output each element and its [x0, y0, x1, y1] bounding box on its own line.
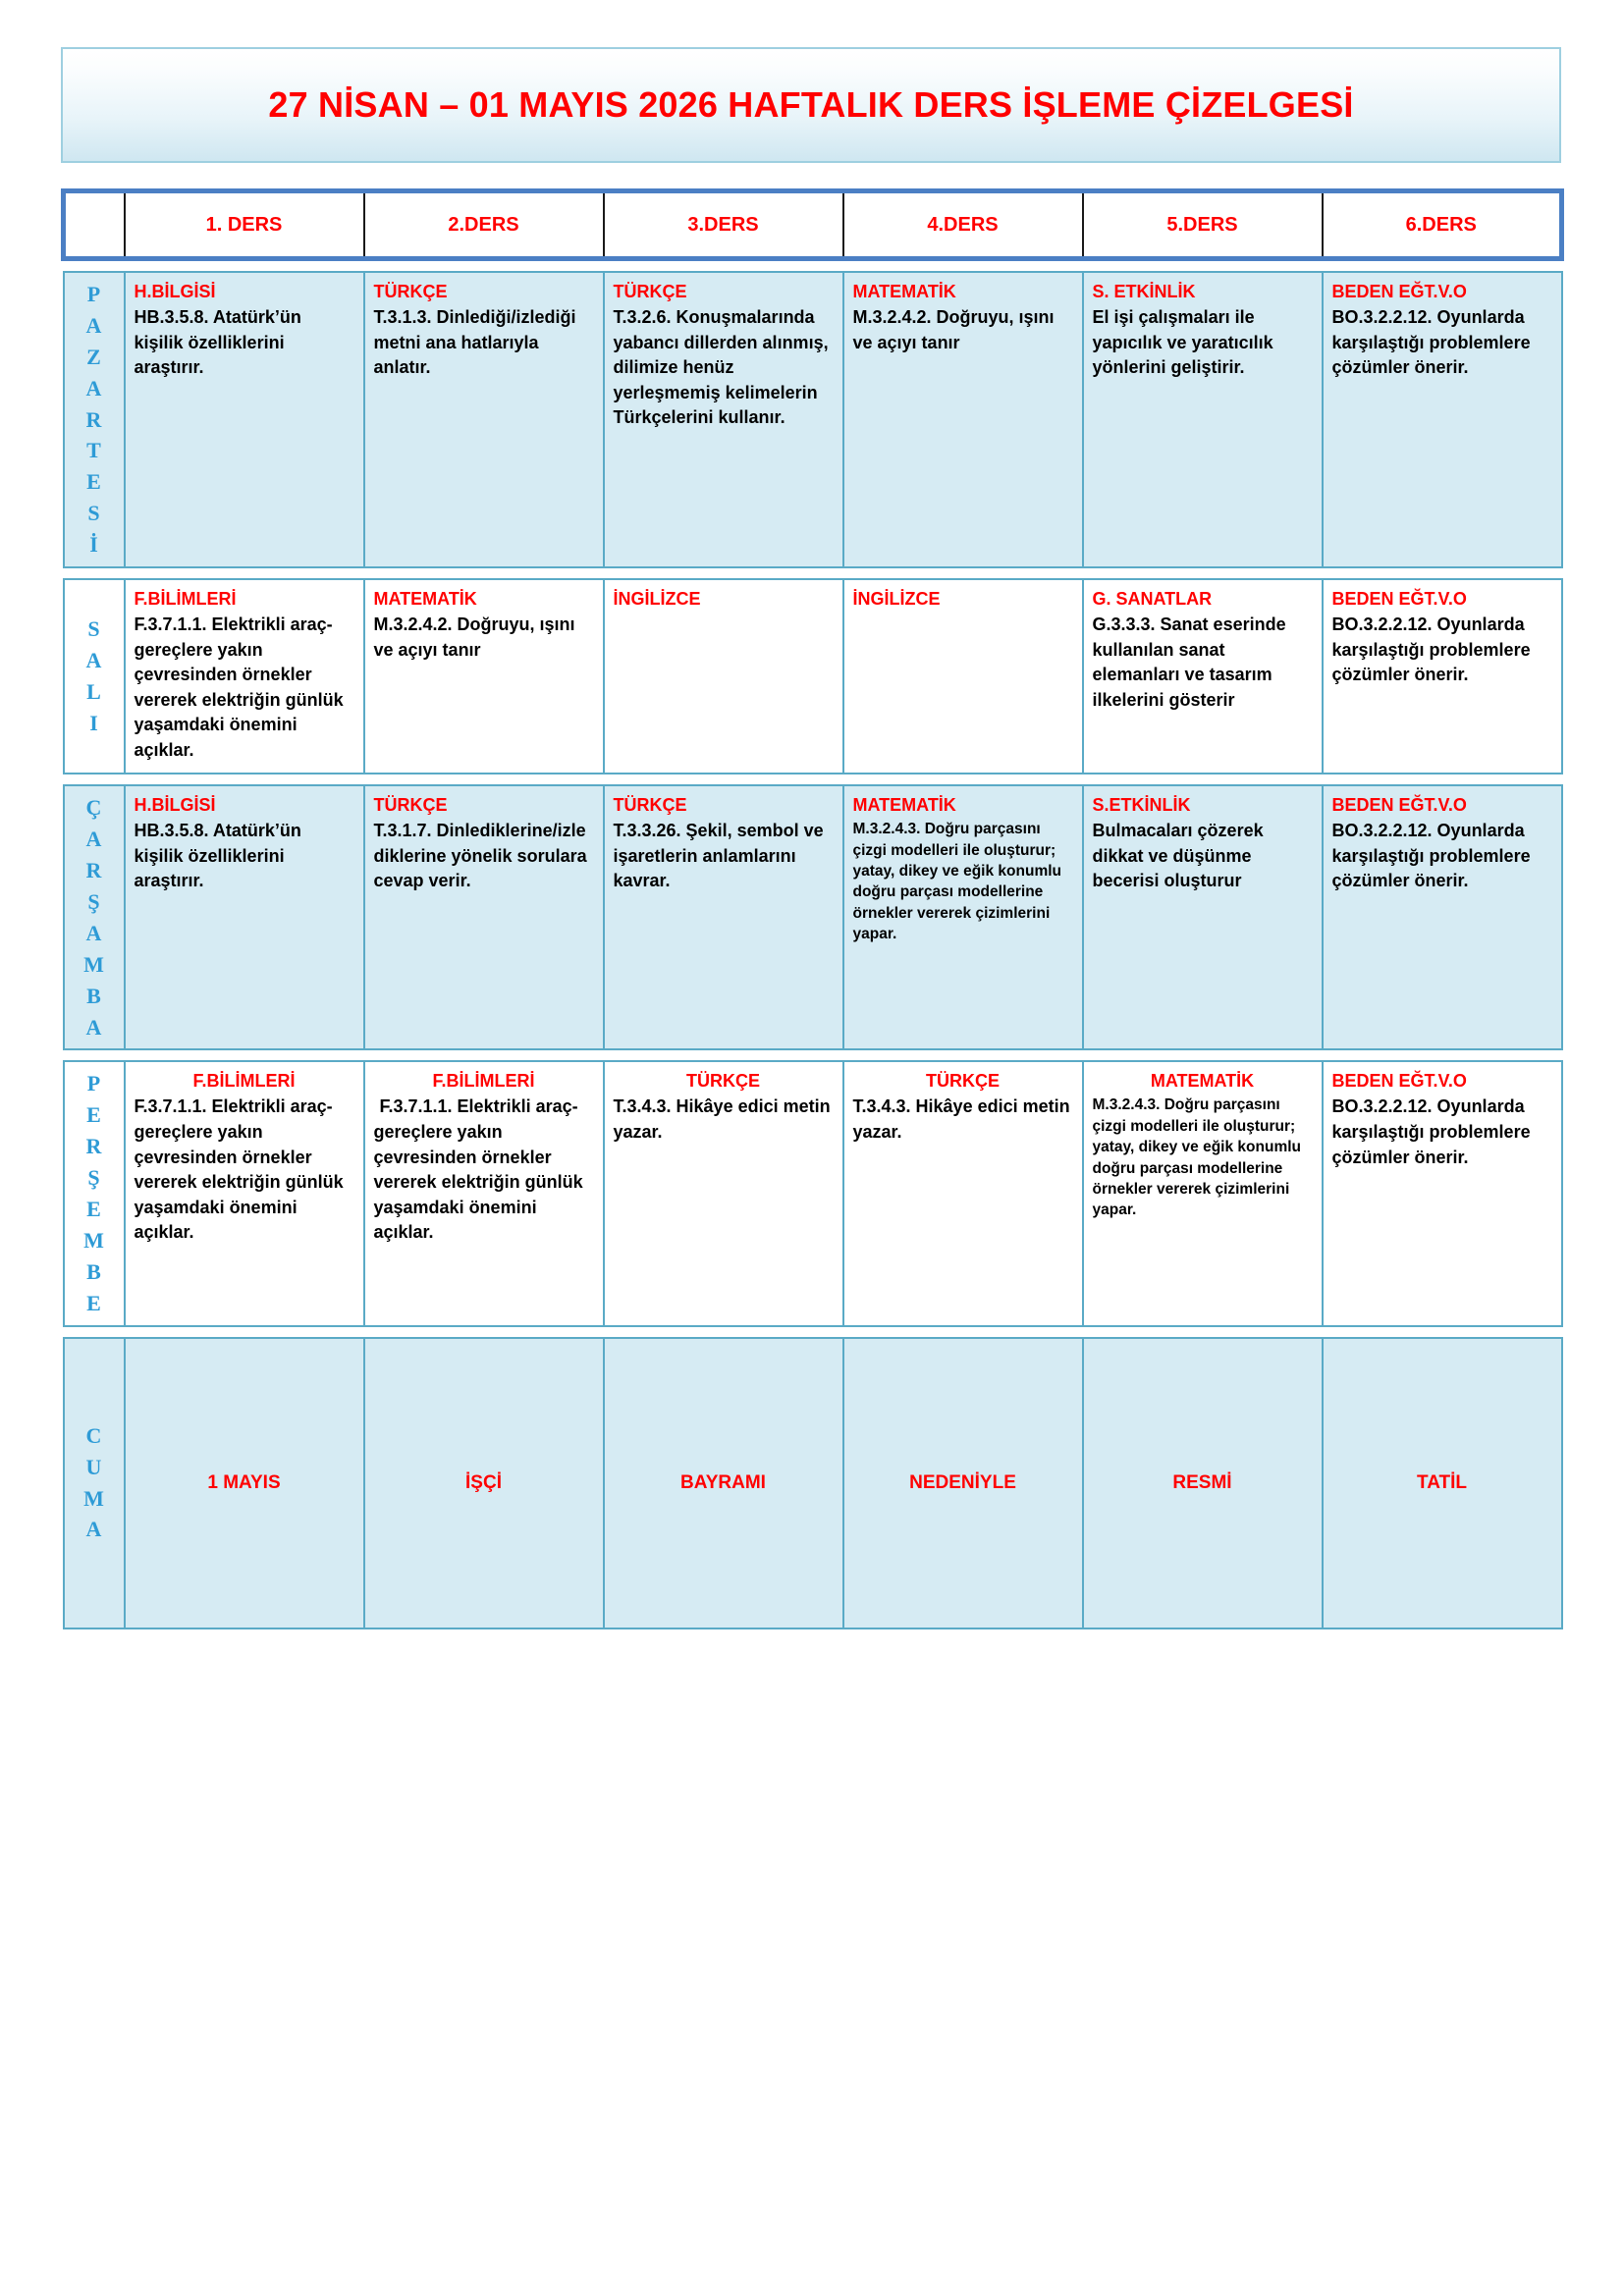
lesson-cell[interactable] — [125, 785, 364, 1049]
day-letter: A — [85, 920, 102, 945]
lesson-cell[interactable] — [604, 272, 843, 567]
lesson-cell[interactable] — [843, 1061, 1083, 1325]
day-letter: A — [85, 375, 102, 400]
day-letter: Z — [86, 344, 101, 369]
lesson-subject: TÜRKÇE — [926, 1071, 1000, 1092]
day-label-cell-çarşamba — [64, 785, 125, 1049]
day-letter: İ — [89, 532, 98, 558]
lesson-cell[interactable] — [364, 1061, 604, 1325]
table-header-row — [64, 191, 1562, 259]
lesson-subject: TÜRKÇE — [613, 795, 687, 816]
lesson-cell[interactable] — [604, 1061, 843, 1325]
column-header-label: 2.DERS — [448, 213, 519, 236]
column-header-label: 6.DERS — [1405, 213, 1477, 236]
page-title: 27 NİSAN – 01 MAYIS 2026 HAFTALIK DERS İŞLEME ÇİZELGESİ — [268, 84, 1354, 126]
lesson-subject: BEDEN EĞT.V.O — [1331, 1071, 1467, 1092]
lesson-objective: BO.3.2.2.12. Oyunlarda karşılaştığı problemlere çözümler önerir. — [1331, 614, 1531, 685]
holiday-word: İŞÇİ — [465, 1471, 502, 1493]
lesson-objective: BO.3.2.2.12. Oyunlarda karşılaştığı problemlere çözümler önerir. — [1331, 1096, 1531, 1167]
column-header-label: 4.DERS — [927, 213, 999, 236]
lesson-cell[interactable] — [1323, 579, 1562, 774]
lesson-subject: TÜRKÇE — [373, 282, 448, 301]
lesson-objective: BO.3.2.2.12. Oyunlarda karşılaştığı problemlere çözümler önerir. — [1331, 821, 1531, 891]
day-letter: S — [87, 616, 100, 642]
holiday-cell — [604, 1338, 843, 1629]
row-spacer — [64, 1326, 1562, 1338]
lesson-subject: H.BİLGİSİ — [134, 795, 216, 816]
lesson-objective: T.3.4.3. Hikâye edici metin yazar. — [852, 1096, 1070, 1143]
day-letter: M — [83, 1485, 104, 1511]
day-letter: A — [85, 1014, 102, 1040]
holiday-word: TATİL — [1417, 1471, 1467, 1493]
lesson-subject: MATEMATİK — [852, 795, 956, 816]
table-row-çarşamba — [64, 785, 1562, 1049]
day-letter: Ç — [85, 795, 102, 821]
lesson-objective: F.3.7.1.1. Elektrikli araç-gereçlere yakın çevresinden örnekler vererek elektriğin günlük yaşamdaki önemini açıklar. — [373, 1096, 583, 1243]
row-spacer-cell — [64, 774, 1562, 785]
day-letter: I — [89, 711, 98, 736]
lesson-objective: BO.3.2.2.12. Oyunlarda karşılaştığı problemlere çözümler önerir. — [1331, 307, 1531, 378]
day-letter: A — [85, 648, 102, 673]
day-letter: L — [86, 679, 101, 705]
header-day-corner — [64, 191, 125, 259]
day-label-cell-sali — [64, 579, 125, 774]
lesson-subject: TÜRKÇE — [373, 795, 448, 816]
lesson-subject: İNGİLİZCE — [613, 589, 701, 610]
lesson-subject: S. ETKİNLİK — [1092, 282, 1196, 301]
title-banner — [61, 47, 1561, 163]
holiday-cell — [364, 1338, 604, 1629]
day-letter: Ş — [87, 889, 100, 914]
holiday-word: BAYRAMI — [680, 1471, 766, 1493]
day-label-cell-perşembe — [64, 1061, 125, 1325]
weekly-schedule-table — [61, 188, 1564, 1629]
day-letter: A — [85, 827, 102, 852]
lesson-cell[interactable] — [1323, 272, 1562, 567]
row-spacer — [64, 1049, 1562, 1061]
holiday-word: NEDENİYLE — [909, 1471, 1016, 1493]
day-letter: R — [85, 858, 102, 883]
day-letter: P — [86, 282, 101, 306]
day-letter: E — [86, 469, 101, 495]
lesson-objective: G.3.3.3. Sanat eserinde kullanılan sanat elemanları ve tasarım ilkelerini gösterir — [1092, 614, 1286, 710]
lesson-subject: İNGİLİZCE — [852, 589, 941, 610]
lesson-cell[interactable] — [125, 272, 364, 567]
day-name-vertical — [67, 614, 122, 739]
day-letter: A — [85, 1517, 102, 1542]
lesson-cell[interactable] — [1083, 1061, 1323, 1325]
day-letter: Ş — [87, 1165, 100, 1191]
holiday-cell — [1323, 1338, 1562, 1629]
row-spacer — [64, 567, 1562, 579]
lesson-objective: M.3.2.4.2. Doğruyu, ışını ve açıyı tanır — [373, 614, 575, 660]
day-letter: B — [86, 1258, 101, 1284]
lesson-objective: T.3.4.3. Hikâye edici metin yazar. — [613, 1096, 831, 1143]
lesson-objective: M.3.2.4.2. Doğruyu, ışını ve açıyı tanır — [852, 307, 1055, 352]
day-label-cell-pazartesi̇ — [64, 272, 125, 567]
column-header-lesson-3 — [604, 191, 843, 259]
day-name-vertical — [67, 1068, 122, 1318]
lesson-objective: T.3.3.26. Şekil, sembol ve işaretlerin anlamlarını kavrar. — [613, 821, 824, 891]
lesson-subject: BEDEN EĞT.V.O — [1331, 282, 1467, 301]
lesson-objective: M.3.2.4.3. Doğru parçasını çizgi modelleri ile oluşturur; yatay, dikey ve eğik konumlu doğru parçası modellerine örnekler vererek çizimlerini yapar. — [852, 821, 1061, 943]
holiday-cell — [1083, 1338, 1323, 1629]
lesson-subject: S.ETKİNLİK — [1092, 795, 1191, 816]
column-header-lesson-5 — [1083, 191, 1323, 259]
day-letter: P — [86, 1071, 101, 1096]
day-letter: R — [85, 1134, 102, 1159]
lesson-subject: H.BİLGİSİ — [134, 282, 216, 301]
day-letter: T — [86, 438, 101, 463]
day-name-vertical — [66, 1420, 123, 1546]
row-spacer — [64, 259, 1562, 273]
day-letter: U — [85, 1454, 102, 1479]
day-letter: E — [86, 1102, 101, 1128]
lesson-cell[interactable] — [604, 785, 843, 1049]
table-row-cuma — [64, 1338, 1562, 1629]
lesson-cell[interactable] — [1323, 1061, 1562, 1325]
lesson-objective: HB.3.5.8. Atatürk’ün kişilik özelliklerini araştırır. — [134, 307, 301, 378]
lesson-cell[interactable] — [604, 579, 843, 774]
lesson-cell[interactable] — [1323, 785, 1562, 1049]
lesson-subject: BEDEN EĞT.V.O — [1331, 589, 1467, 610]
column-header-label: 3.DERS — [687, 213, 759, 236]
holiday-cell — [125, 1338, 364, 1629]
column-header-label: 5.DERS — [1166, 213, 1238, 236]
day-letter: M — [83, 951, 104, 977]
day-letter: E — [86, 1197, 101, 1222]
day-letter: C — [85, 1422, 102, 1448]
day-letter: M — [83, 1227, 104, 1253]
row-spacer-cell — [64, 1326, 1562, 1338]
table-row-perşembe — [64, 1061, 1562, 1325]
holiday-cell — [843, 1338, 1083, 1629]
lesson-cell[interactable] — [364, 579, 604, 774]
lesson-subject: MATEMATİK — [1150, 1071, 1255, 1092]
holiday-word: RESMİ — [1172, 1471, 1232, 1493]
lesson-subject: BEDEN EĞT.V.O — [1331, 795, 1467, 816]
lesson-cell[interactable] — [125, 1061, 364, 1325]
day-label-cell-cuma — [64, 1338, 125, 1629]
day-name-vertical — [67, 279, 122, 561]
day-letter: S — [87, 501, 100, 526]
lesson-cell[interactable] — [364, 272, 604, 567]
lesson-cell[interactable] — [364, 785, 604, 1049]
table-row-pazartesi̇ — [64, 272, 1562, 567]
row-spacer-cell — [64, 567, 1562, 579]
row-spacer — [64, 774, 1562, 785]
lesson-objective: Bulmacaları çözerek dikkat ve düşünme becerisi oluşturur — [1092, 821, 1264, 891]
lesson-subject: G. SANATLAR — [1092, 589, 1213, 610]
column-header-lesson-1 — [125, 191, 364, 259]
column-header-lesson-4 — [843, 191, 1083, 259]
lesson-objective: T.3.2.6. Konuşmalarında yabancı dillerden alınmış, dilimize henüz yerleşmemiş kelimelerin Türkçelerini kullanır. — [613, 307, 829, 428]
day-name-vertical — [67, 792, 122, 1042]
lesson-objective: T.3.1.3. Dinlediği/izlediği metni ana hatlarıyla anlatır. — [373, 307, 576, 378]
day-letter: A — [85, 312, 102, 338]
lesson-subject: TÜRKÇE — [613, 282, 687, 301]
table-row-sali — [64, 579, 1562, 774]
column-header-lesson-2 — [364, 191, 604, 259]
lesson-subject: TÜRKÇE — [686, 1071, 760, 1092]
lesson-cell[interactable] — [843, 579, 1083, 774]
lesson-objective: F.3.7.1.1. Elektrikli araç-gereçlere yakın çevresinden örnekler vererek elektriğin günlük yaşamdaki önemini açıklar. — [134, 614, 344, 760]
day-letter: B — [86, 983, 101, 1008]
column-header-lesson-6 — [1323, 191, 1562, 259]
lesson-objective: M.3.2.4.3. Doğru parçasını çizgi modelleri ile oluşturur; yatay, dikey ve eğik konumlu doğru parçası modellerine örnekler vererek çizimlerini yapar. — [1092, 1096, 1301, 1219]
lesson-subject: F.BİLİMLERİ — [192, 1071, 296, 1092]
lesson-objective: F.3.7.1.1. Elektrikli araç-gereçlere yakın çevresinden örnekler vererek elektriğin günlük yaşamdaki önemini açıklar. — [134, 1096, 344, 1243]
lesson-cell[interactable] — [1083, 785, 1323, 1049]
lesson-subject: MATEMATİK — [852, 282, 956, 301]
lesson-cell[interactable] — [125, 579, 364, 774]
day-letter: R — [85, 406, 102, 432]
row-spacer-cell — [64, 259, 1562, 273]
lesson-cell[interactable] — [843, 272, 1083, 567]
day-letter: E — [86, 1290, 101, 1315]
lesson-cell[interactable] — [1083, 579, 1323, 774]
lesson-subject: F.BİLİMLERİ — [432, 1071, 535, 1092]
lesson-subject: F.BİLİMLERİ — [134, 589, 237, 610]
column-header-label: 1. DERS — [205, 213, 283, 236]
lesson-cell[interactable] — [843, 785, 1083, 1049]
lesson-cell[interactable] — [1083, 272, 1323, 567]
lesson-objective: T.3.1.7. Dinlediklerine/izle diklerine yönelik sorulara cevap verir. — [373, 821, 587, 891]
lesson-subject: MATEMATİK — [373, 589, 477, 610]
lesson-objective: El işi çalışmaları ile yapıcılık ve yaratıcılık yönlerini geliştirir. — [1092, 307, 1273, 378]
lesson-objective: HB.3.5.8. Atatürk’ün kişilik özelliklerini araştırır. — [134, 821, 301, 891]
row-spacer-cell — [64, 1049, 1562, 1061]
holiday-word: 1 MAYIS — [207, 1471, 281, 1493]
